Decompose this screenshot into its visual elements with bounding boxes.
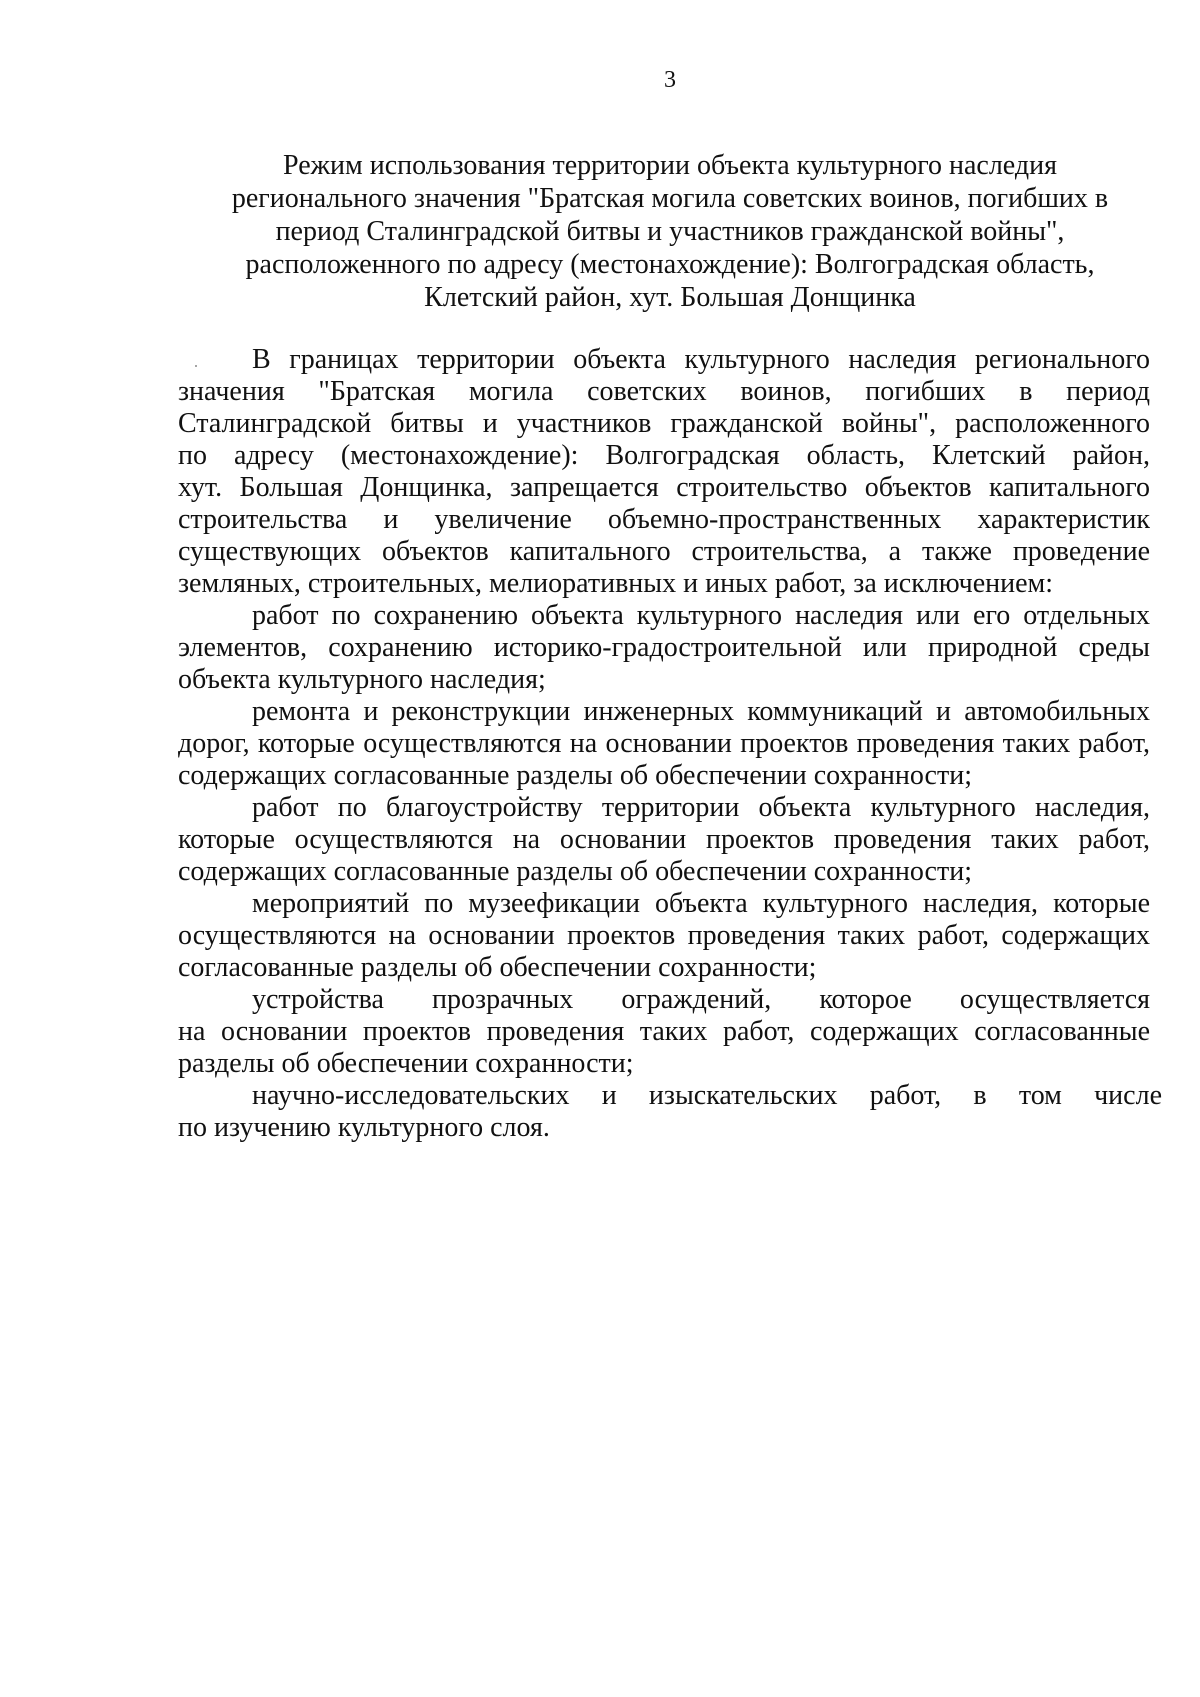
paragraph-line: В границах территории объекта культурного наследия регионального <box>252 344 1150 375</box>
paragraph-line: устройства прозрачных ограждений, которое осуществляется <box>252 984 1150 1015</box>
paragraph-line: по изучению культурного слоя. <box>178 1112 550 1143</box>
paragraph-line: существующих объектов капитального строительства, а также проведение <box>178 536 1150 567</box>
title-line: расположенного по адресу (местонахождение): Волгоградская область, <box>245 249 1095 280</box>
paragraph-line: согласованные разделы об обеспечении сохранности; <box>178 952 817 983</box>
title-line: Режим использования территории объекта культурного наследия <box>283 150 1057 181</box>
body-paragraph <box>178 344 1150 600</box>
paragraph-line: дорог, которые осуществляются на основании проектов проведения таких работ, <box>178 728 1150 759</box>
paragraph-line: Сталинградской битвы и участников гражданской войны", расположенного <box>178 408 1150 439</box>
paragraph-line: элементов, сохранению историко-градостроительной или природной среды <box>178 632 1150 663</box>
paragraph-line: объекта культурного наследия; <box>178 664 546 695</box>
body-paragraph <box>178 1080 1162 1144</box>
paragraph-line: ремонта и реконструкции инженерных коммуникаций и автомобильных <box>252 696 1150 727</box>
paragraph-line: строительства и увеличение объемно-пространственных характеристик <box>178 504 1150 535</box>
paragraph-line: научно-исследовательских и изыскательских работ, в том числе <box>252 1080 1162 1111</box>
paragraph-line: которые осуществляются на основании проектов проведения таких работ, <box>178 824 1150 855</box>
body-paragraph <box>178 792 1150 888</box>
title-line: регионального значения "Братская могила советских воинов, погибших в <box>231 183 1109 214</box>
document-body <box>178 344 1162 1144</box>
paragraph-line: работ по сохранению объекта культурного наследия или его отдельных <box>252 600 1150 631</box>
paragraph-line: по адресу (местонахождение): Волгоградская область, Клетский район, <box>178 440 1150 471</box>
page-number: 3 <box>664 67 676 93</box>
paragraph-line: работ по благоустройству территории объекта культурного наследия, <box>252 792 1150 823</box>
paragraph-line: хут. Большая Донщинка, запрещается строительство объектов капитального <box>178 472 1150 503</box>
document-title <box>150 149 1190 314</box>
paragraph-line: содержащих согласованные разделы об обеспечении сохранности; <box>178 856 972 887</box>
paragraph-line: содержащих согласованные разделы об обеспечении сохранности; <box>178 760 972 791</box>
body-paragraph <box>178 600 1150 696</box>
body-paragraph <box>178 984 1150 1080</box>
body-paragraph <box>178 696 1150 792</box>
paragraph-line: осуществляются на основании проектов проведения таких работ, содержащих <box>178 920 1150 951</box>
title-line: период Сталинградской битвы и участников гражданской войны", <box>275 216 1065 247</box>
title-line: Клетский район, хут. Большая Донщинка <box>424 282 916 313</box>
paragraph-line: земляных, строительных, мелиоративных и иных работ, за исключением: <box>178 568 1054 599</box>
paragraph-line: мероприятий по музеефикации объекта культурного наследия, которые <box>252 888 1150 919</box>
paragraph-line: на основании проектов проведения таких работ, содержащих согласованные <box>178 1016 1150 1047</box>
body-paragraph <box>178 888 1150 984</box>
paragraph-line: разделы об обеспечении сохранности; <box>178 1048 634 1079</box>
paragraph-line: значения "Братская могила советских воинов, погибших в период <box>178 376 1150 407</box>
